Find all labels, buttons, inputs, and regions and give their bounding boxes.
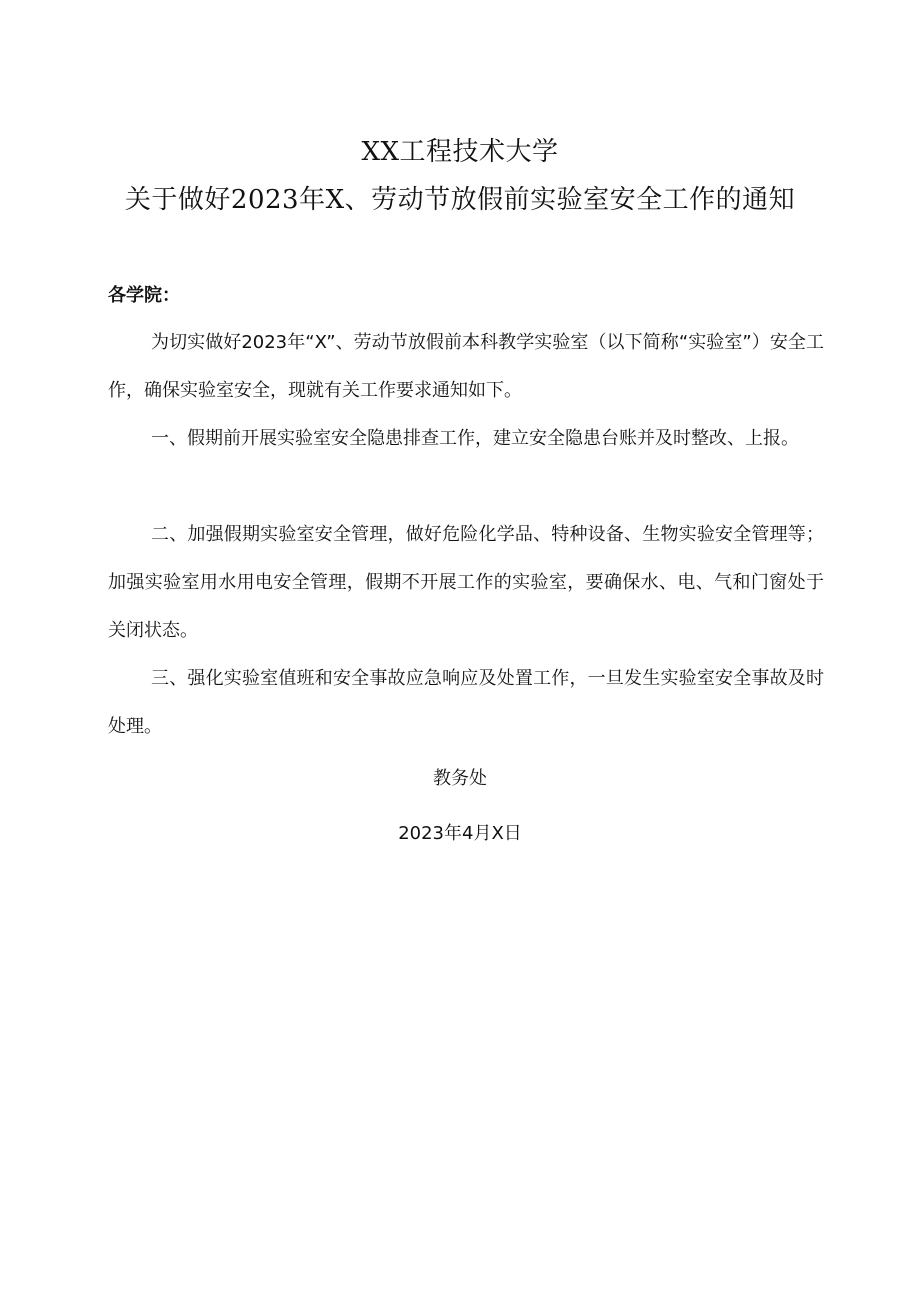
issue-date: 2023年4月X日 — [398, 823, 522, 844]
document-title-university: XX工程技术大学 — [361, 137, 559, 167]
paragraph-item-2: 二、加强假期实验室安全管理，做好危险化学品、特种设备、生物实验安全管理等；加强实验室用水用电安全管理，假期不开展工作的实验室，要确保水、电、气和门窗处于关闭状态。 — [108, 524, 824, 641]
document-title-notice: 关于做好2023年X、劳动节放假前实验室安全工作的通知 — [124, 185, 796, 215]
salutation: 各学院： — [108, 285, 180, 306]
issuer-name: 教务处 — [433, 768, 487, 789]
paragraph-intro: 为切实做好2023年“X”、劳动节放假前本科教学实验室（以下简称“实验室”）安全工作，确保实验室安全，现就有关工作要求通知如下。 — [108, 332, 824, 401]
paragraph-item-1: 一、假期前开展实验室安全隐患排查工作，建立安全隐患台账并及时整改、上报。 — [151, 428, 799, 449]
paragraph-item-3: 三、强化实验室值班和安全事故应急响应及处置工作，一旦发生实验室安全事故及时处理。 — [108, 668, 824, 737]
